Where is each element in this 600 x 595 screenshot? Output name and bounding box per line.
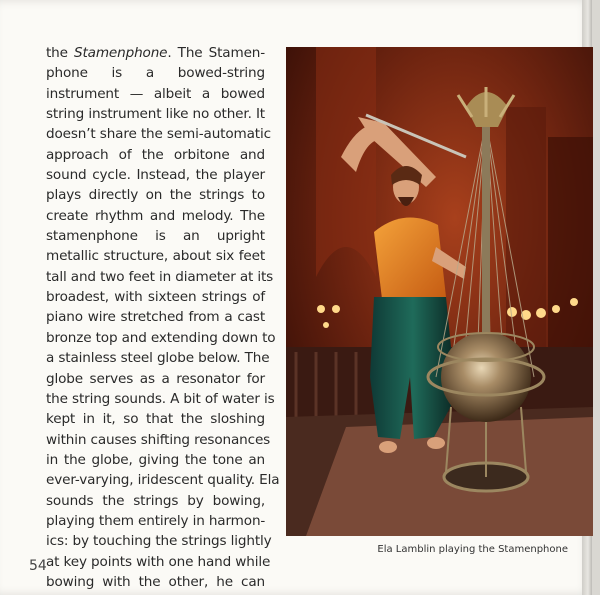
text-line: globe serves as a resonator for xyxy=(46,370,265,387)
photo-caption: Ela Lamblin playing the Stamenphone xyxy=(377,544,568,555)
stamenphone-photo xyxy=(286,47,593,536)
text-line: approach of the orbitone and xyxy=(46,146,265,163)
page-number: 54 xyxy=(29,558,47,574)
text-line: instrument — albeit a bowed xyxy=(46,85,265,102)
text-line: string instrument like no other. It xyxy=(46,106,265,123)
text-line: playing them entirely in harmon- xyxy=(46,512,266,529)
text-line: tall and two feet in diameter at its xyxy=(46,268,274,285)
text-line: at key points with one hand while xyxy=(46,553,271,570)
text-line: ics: by touching the strings lightly xyxy=(46,533,272,550)
text-line: bowing with the other, he can xyxy=(46,573,265,590)
instrument-name-italic: Stamenphone xyxy=(73,45,168,61)
body-text xyxy=(46,43,280,592)
text-line: the string sounds. A bit of water is xyxy=(46,390,275,407)
text-line: the Stamenphone. The Stamen- xyxy=(46,45,265,61)
text-line: phone is a bowed-string xyxy=(46,65,265,82)
text-line: broadest, with sixteen strings of xyxy=(46,289,265,306)
text-line: sounds the strings by bowing, xyxy=(46,492,265,509)
text-line: plays directly on the strings to xyxy=(46,187,265,204)
text-line: ever-varying, iridescent quality. Ela xyxy=(46,472,280,489)
performer-illustration xyxy=(286,47,593,536)
text-line: a stainless steel globe below. The xyxy=(46,350,270,367)
text-line: sound cycle. Instead, the player xyxy=(46,167,265,184)
text-line: in the globe, giving the tone an xyxy=(46,451,265,468)
text-line: stamenphone is an upright xyxy=(46,228,265,245)
text-line: piano wire stretched from a cast xyxy=(46,309,265,326)
text-line: within causes shifting resonances xyxy=(46,431,271,448)
text-line: kept in it, so that the sloshing xyxy=(46,411,265,428)
text-line: create rhythm and melody. The xyxy=(46,207,265,224)
text-line: metallic structure, about six feet xyxy=(46,248,265,265)
text-line: doesn’t share the semi-automatic xyxy=(46,126,271,143)
text-line: bronze top and extending down to xyxy=(46,329,276,346)
